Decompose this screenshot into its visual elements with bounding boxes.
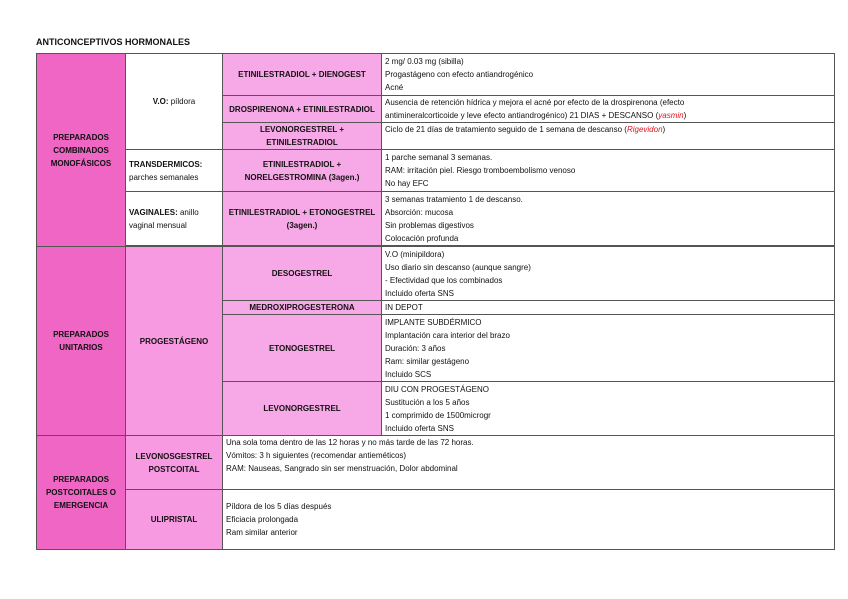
drug-notes (382, 192, 835, 246)
note-line: Incluido SCS (385, 369, 432, 379)
drug-name: DROSPIRENONA + ETINILESTRADIOL (223, 96, 382, 123)
drug-notes (382, 315, 835, 382)
note-line: IMPLANTE SUBDÉRMICO (385, 317, 482, 327)
note-line: Duración: 3 años (385, 343, 446, 353)
note-line (385, 123, 831, 136)
note-line: 1 comprimido de 1500microgr (385, 410, 491, 420)
drug-notes (382, 382, 835, 436)
note-line: Ram similar anterior (226, 528, 298, 537)
drug-notes (382, 247, 835, 301)
contraceptives-table (36, 53, 835, 550)
drug-name: DESOGESTREL (223, 247, 382, 301)
drug-notes (382, 150, 835, 192)
drug-name: ETINILESTRADIOL + ETONOGESTREL (3agen.) (223, 192, 382, 246)
table-row (37, 436, 835, 490)
table-row (37, 54, 835, 96)
drug-name: ETONOGESTREL (223, 315, 382, 382)
group-combinados: PREPARADOS COMBINADOS MONOFÁSICOS (37, 54, 126, 247)
route-vo-label: V.O: (152, 97, 169, 106)
table-row (37, 150, 835, 192)
drug-name: LEVONORGESTREL (223, 382, 382, 436)
note-line: Uso diario sin descanso (aunque sangre) (385, 262, 531, 272)
note-line: Sin problemas digestivos (385, 220, 474, 230)
note-line: RAM: Nauseas, Sangrado sin ser menstruación, Dolor abdominal (226, 464, 458, 473)
note-line: Eficiacia prolongada (226, 515, 299, 524)
route-vag-sub: anillo vaginal mensual (129, 207, 199, 230)
route-vaginales (126, 192, 223, 246)
table-row (37, 192, 835, 246)
drug-notes (382, 123, 835, 150)
note-line: Una sola toma dentro de las 12 horas y no más tarde de las 72 horas. (226, 438, 474, 447)
drug-notes (382, 96, 835, 123)
drug-name: ETINILESTRADIOL + DIENOGEST (223, 54, 382, 96)
table-row (37, 490, 835, 550)
note-text: ) (662, 125, 666, 134)
route-vo (126, 54, 223, 150)
group-postcoitales: PREPARADOS POSTCOITALES O EMERGENCIA (37, 436, 126, 550)
note-line: Acné (385, 83, 404, 92)
note-line: Progastágeno con efecto antiandrogénico (385, 70, 534, 79)
note-text: ) (683, 111, 687, 120)
route-vo-sub: píldora (170, 97, 196, 106)
note-line: No hay EFC (385, 179, 429, 188)
drug-name: LEVONORGESTREL + ETINILESTRADIOL (223, 123, 382, 150)
note-line: DIU CON PROGESTÁGENO (385, 384, 490, 394)
drug-notes (382, 54, 835, 96)
note-line: 1 parche semanal 3 semanas. (385, 153, 493, 162)
note-line: 2 mg/ 0.03 mg (sibilla) (385, 57, 464, 66)
note-text: antimineralcorticoide y leve efecto antiandrogénico) 21 DIAS + DESCANSO ( (385, 111, 659, 120)
note-line (385, 109, 831, 122)
table-row (37, 247, 835, 301)
route-transdermicos (126, 150, 223, 192)
document-title: ANTICONCEPTIVOS HORMONALES (36, 37, 191, 47)
note-text: Ciclo de 21 días de tratamiento seguido de 1 semana de descanso ( (385, 125, 627, 134)
route-vag-label: VAGINALES: (129, 207, 178, 217)
drug-levonosgestrel-postcoital: LEVONOSGESTREL POSTCOITAL (126, 436, 223, 490)
note-line: V.O (minipildora) (385, 249, 445, 259)
note-line: Absorción: mucosa (385, 207, 454, 217)
note-line: - Efectividad que los combinados (385, 275, 503, 285)
note-line: RAM: irritación piel. Riesgo tromboembolismo venoso (385, 166, 576, 175)
note-line: Ausencia de retención hídrica y mejora el acné por efecto de la drospirenona (efecto (385, 98, 685, 107)
brand-name: Rigevidon (626, 125, 663, 134)
note-line: Ram: similar gestágeno (385, 356, 470, 366)
drug-ulipristal: ULIPRISTAL (126, 490, 223, 550)
route-trans-label: TRANSDERMICOS: (129, 159, 203, 169)
brand-name: yasmin (658, 111, 684, 120)
note-line: Incluido oferta SNS (385, 423, 454, 433)
note-line: Implantación cara interior del brazo (385, 330, 510, 340)
group-unitarios: PREPARADOS UNITARIOS (37, 247, 126, 436)
note-line: 3 semanas tratamiento 1 de descanso. (385, 194, 523, 204)
note-line: IN DEPOT (385, 303, 423, 312)
drug-name: ETINILESTRADIOL + NORELGESTROMINA (3agen.) (223, 150, 382, 192)
note-line: Vómitos: 3 h siguientes (recomendar antieméticos) (226, 451, 407, 460)
note-line: Incluido oferta SNS (385, 288, 454, 298)
drug-notes (223, 436, 835, 490)
drug-notes (382, 301, 835, 315)
drug-name: MEDROXIPROGESTERONA (223, 301, 382, 315)
drug-notes (223, 490, 835, 550)
type-progestageno: PROGESTÁGENO (126, 247, 223, 436)
note-line: Sustitución a los 5 años (385, 397, 470, 407)
route-trans-sub: parches semanales (129, 172, 199, 182)
note-line: Píldora de los 5 días después (226, 502, 332, 511)
note-line: Colocación profunda (385, 233, 459, 243)
